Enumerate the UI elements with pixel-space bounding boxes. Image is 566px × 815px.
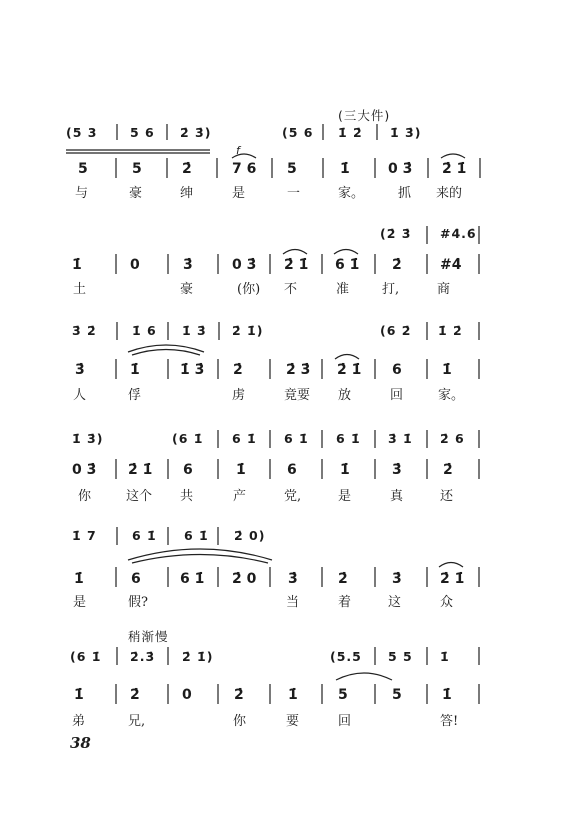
melody-note: 1̇ [72,257,82,273]
melody-note: 0 3̇ [232,257,257,273]
slur [441,154,465,158]
melody-note: 2̇ [234,687,244,703]
slur [132,350,200,356]
melody-note: 3̇ [75,362,85,378]
melody-note: 0 3̇ [72,462,97,478]
dynamic-forte: f [236,144,240,157]
instrumental-phrase: (5 6 [282,125,314,140]
page-number: 38 [70,734,91,752]
lyric: 这 [388,595,402,610]
lyric: 放 [338,388,352,403]
instrumental-phrase: 1̇ 3̇ [182,323,207,338]
melody-note: 2̇ 3̇ [286,362,311,378]
instrumental-phrase: (5 3 [66,125,98,140]
lyric: 兄, [128,714,146,729]
melody-note: 5 [78,161,88,177]
instrumental-phrase: 6 1̇ [284,431,309,446]
melody-note: 1̇ [74,571,84,587]
melody-note: 6 [183,462,193,478]
instrumental-phrase: #4̇.6̇ [440,226,477,241]
lyric: 你 [233,714,247,729]
lyric: 来的 [436,186,463,201]
melody-note: 2̇ 1̇ [440,571,465,587]
melody-note: 2̇ 1̇ [337,362,362,378]
melody-note: 2̇ [182,161,192,177]
lyric: 你 [78,489,92,504]
melody-note: 6 [392,362,402,378]
lyric: 准 [336,282,350,297]
lyric: 要 [286,714,300,729]
lyric: 党, [284,489,302,504]
melody-note: 3̇ [183,257,193,273]
lyric: 抓 [398,186,412,201]
instrumental-phrase: 1̇ 3̇) [72,431,104,446]
melody-note: 0 [130,257,140,273]
slur [335,355,359,360]
lyric: 家。 [338,186,365,201]
melody-note: 5 [287,161,297,177]
lyric: 共 [180,489,194,504]
melody-note: 1̇ [340,161,350,177]
lyric: 是 [73,595,87,610]
slur [336,673,392,680]
instrumental-phrase: 1̇ 3̇) [390,125,422,140]
instrumental-phrase: 3̇ 1̇ [388,431,413,446]
lyric: 家。 [438,388,465,403]
lyric: 回 [338,714,352,729]
instrumental-phrase: 2̇ 3̇) [180,125,212,140]
melody-note: 0 3̇ [388,161,413,177]
melody-note: 2̇ [233,362,243,378]
melody-note: 5 [392,687,402,703]
lyric: 产 [233,489,247,504]
melody-note: 2̇ [338,571,348,587]
melody-note: 5 [338,687,348,703]
instrumental-phrase: (6 1̇ [70,649,102,664]
melody-note: 1̇ [442,687,452,703]
melody-note: 7 6 [232,161,257,177]
lyric: 人 [73,388,87,403]
lyric: 虏 [232,388,246,403]
lyric: 众 [440,595,454,610]
melody-note: 2̇ [130,687,140,703]
instrumental-phrase: 2̇ 1̇) [232,323,264,338]
instrumental-phrase: 2̇.3̇ [130,649,156,664]
lyric: 着 [338,595,352,610]
lyric: 回 [390,388,404,403]
slur [132,555,268,564]
lyric: (你) [237,282,261,297]
instrumental-phrase: 2̇ 1̇) [182,649,214,664]
instrumental-phrase: 1̇ 2̇ [438,323,463,338]
lyric: 还 [440,489,454,504]
instrumental-phrase: 5 5 [388,649,413,664]
lyric: 不 [284,282,298,297]
instrumental-phrase: (2̇ 3̇ [380,226,412,241]
instrumental-phrase: (6 1̇ [172,431,204,446]
melody-note: 3̇ [392,571,402,587]
instrument-marking: (三大件) [338,108,391,123]
melody-note: 2̇ 1̇ [442,161,467,177]
melody-note: 6 1̇ [335,257,360,273]
melody-note: 2̇ [392,257,402,273]
lyric: 弟 [72,714,86,729]
instrumental-phrase: 5 6 [130,125,155,140]
lyric: 豪 [129,186,143,201]
lyric: 绅 [180,186,194,201]
lyric: 假? [128,595,148,610]
lyric: 答! [440,714,459,729]
instrumental-phrase: 6 1̇ [132,528,157,543]
melody-note: 2̇ [443,462,453,478]
melody-note: 1̇ [442,362,452,378]
slur [283,250,307,255]
melody-note: #4̇ [440,257,462,273]
melody-note: 2̇ 0 [232,571,257,587]
lyric: 豪 [180,282,194,297]
instrumental-phrase: 6 1̇ [184,528,209,543]
instrumental-phrase: 6 1̇ [336,431,361,446]
melody-note: 1̇ [74,687,84,703]
melody-note: 1̇ [340,462,350,478]
instrumental-phrase: 1̇ 6 [132,323,157,338]
melody-note: 1̇ [288,687,298,703]
lyric: 俘 [128,388,142,403]
melody-note: 3̇ [288,571,298,587]
lyric: 竟要 [284,388,311,403]
melody-note: 0 [182,687,192,703]
lyric: 打, [382,282,400,297]
instrumental-phrase: (6 2̇ [380,323,412,338]
melody-note: 1̇ 3̇ [180,362,205,378]
lyric: 一 [287,186,301,201]
melody-note: 1̇ [130,362,140,378]
lyric: 是 [232,186,246,201]
instrumental-phrase: 2̇ 0) [234,528,266,543]
melody-note: 6 1̇ [180,571,205,587]
melody-note: 5 [132,161,142,177]
melody-note: 6 [287,462,297,478]
slur [128,345,204,352]
lyric: 真 [390,489,404,504]
instrumental-phrase: 1̇ 7 [72,528,97,543]
instrumental-phrase: 6 1̇ [232,431,257,446]
lyric: 与 [75,186,89,201]
lyric: 是 [338,489,352,504]
lyric: 商 [437,282,451,297]
instrumental-phrase: 2̇ 6 [440,431,465,446]
instrumental-phrase: (5.5 [330,649,362,664]
melody-note: 6 [131,571,141,587]
lyric: 当 [286,595,300,610]
slur [232,154,256,158]
slur [334,250,358,255]
melody-note: 3̇ [392,462,402,478]
melody-note: 2̇ 1̇ [128,462,153,478]
instrumental-phrase: 1̇ 2̇ [338,125,363,140]
tempo-marking: 稍渐慢 [128,629,169,644]
slur [439,563,463,568]
instrumental-phrase: 1̇ [440,649,450,664]
melody-note: 2̇ 1̇ [284,257,309,273]
lyric: 这个 [126,489,153,504]
lyric: 土 [73,282,87,297]
melody-note: 1̇ [236,462,246,478]
instrumental-phrase: 3̇ 2̇ [72,323,97,338]
